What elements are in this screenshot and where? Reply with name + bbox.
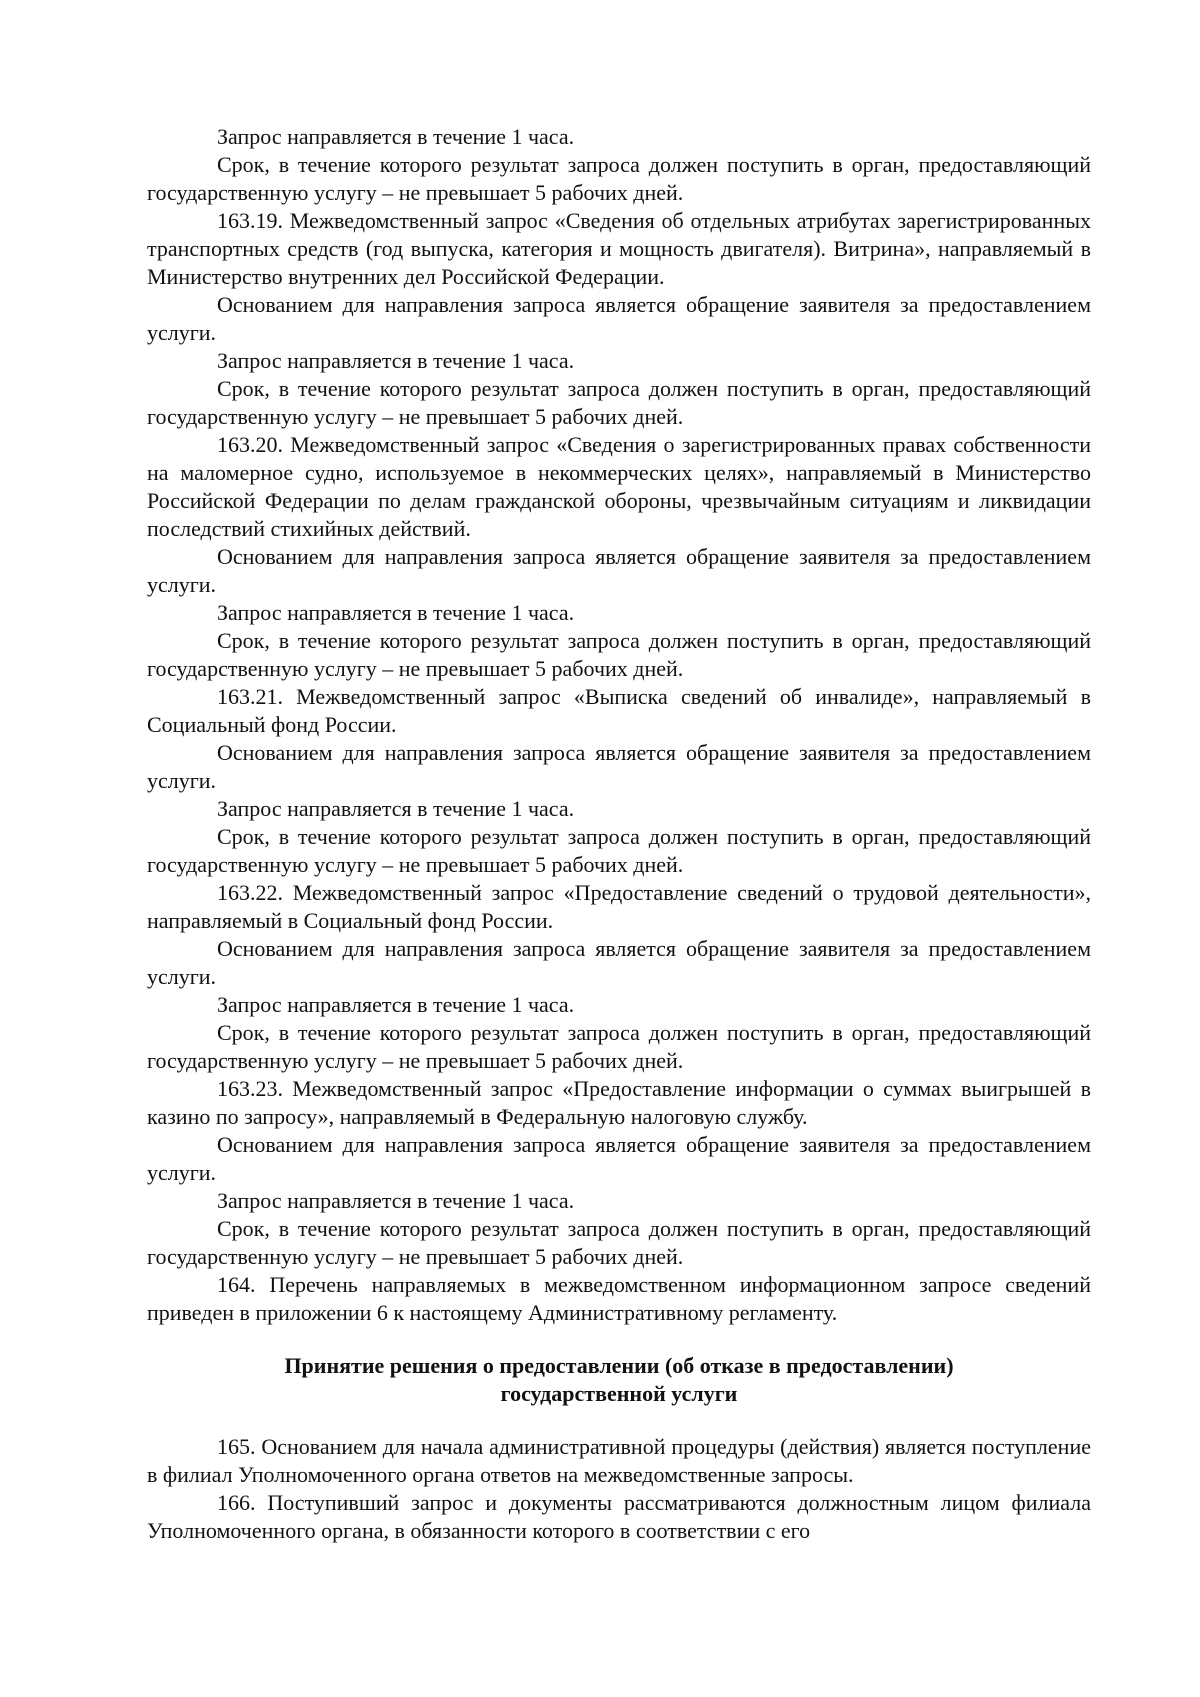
paragraph: Запрос направляется в течение 1 часа. <box>217 600 575 625</box>
paragraph: Срок, в течение которого результат запроса должен поступить в орган, предоставляющий государственную услугу – не превышает 5 рабочих дней. <box>147 824 1091 877</box>
paragraph: Срок, в течение которого результат запроса должен поступить в орган, предоставляющий государственную услугу – не превышает 5 рабочих дней. <box>147 1020 1091 1073</box>
paragraph: 164. Перечень направляемых в межведомственном информационном запросе сведений приведен в приложении 6 к настоящему Административному регламенту. <box>147 1272 1091 1325</box>
paragraph: Основанием для направления запроса является обращение заявителя за предоставлением услуги. <box>147 544 1091 597</box>
paragraph: 165. Основанием для начала административной процедуры (действия) является поступление в филиал Уполномоченного органа ответов на межведомственные запросы. <box>147 1434 1091 1487</box>
section-heading-line: государственной услуги <box>500 1381 738 1406</box>
paragraph: Основанием для направления запроса является обращение заявителя за предоставлением услуги. <box>147 292 1091 345</box>
section-heading-line: Принятие решения о предоставлении (об отказе в предоставлении) <box>284 1353 954 1378</box>
paragraph: Запрос направляется в течение 1 часа. <box>217 796 575 821</box>
paragraph: Запрос направляется в течение 1 часа. <box>217 1188 575 1213</box>
paragraph: Основанием для направления запроса является обращение заявителя за предоставлением услуги. <box>147 936 1091 989</box>
paragraph: 163.19. Межведомственный запрос «Сведения об отдельных атрибутах зарегистрированных транспортных средств (год выпуска, категория и мощность двигателя). Витрина», направляемый в Министерство внутренних дел Российской Федерации. <box>147 208 1091 289</box>
paragraph: Срок, в течение которого результат запроса должен поступить в орган, предоставляющий государственную услугу – не превышает 5 рабочих дней. <box>147 376 1091 429</box>
paragraph: Основанием для направления запроса является обращение заявителя за предоставлением услуги. <box>147 740 1091 793</box>
paragraph: 163.21. Межведомственный запрос «Выписка сведений об инвалиде», направляемый в Социальный фонд России. <box>147 684 1091 737</box>
paragraph: 163.20. Межведомственный запрос «Сведения о зарегистрированных правах собственности на маломерное судно, используемое в некоммерческих целях», направляемый в Министерство Российской Федерации по делам гражданской обороны, чрезвычайным ситуациям и ликвидации последствий стихийных действий. <box>147 432 1091 541</box>
document-body <box>147 123 1091 1545</box>
paragraph: 163.22. Межведомственный запрос «Предоставление сведений о трудовой деятельности», направляемый в Социальный фонд России. <box>147 880 1091 933</box>
paragraph: Запрос направляется в течение 1 часа. <box>217 992 575 1017</box>
paragraph: 163.23. Межведомственный запрос «Предоставление информации о суммах выигрышей в казино по запросу», направляемый в Федеральную налоговую службу. <box>147 1076 1091 1129</box>
paragraph: Срок, в течение которого результат запроса должен поступить в орган, предоставляющий государственную услугу – не превышает 5 рабочих дней. <box>147 1216 1091 1269</box>
paragraph: Срок, в течение которого результат запроса должен поступить в орган, предоставляющий государственную услугу – не превышает 5 рабочих дней. <box>147 628 1091 681</box>
paragraph: Запрос направляется в течение 1 часа. <box>217 124 575 149</box>
section-heading <box>147 1352 1091 1408</box>
paragraph: Срок, в течение которого результат запроса должен поступить в орган, предоставляющий государственную услугу – не превышает 5 рабочих дней. <box>147 152 1091 205</box>
paragraph: 166. Поступивший запрос и документы рассматриваются должностным лицом филиала Уполномоченного органа, в обязанности которого в соответствии с его <box>147 1490 1091 1543</box>
paragraph: Запрос направляется в течение 1 часа. <box>217 348 575 373</box>
paragraph: Основанием для направления запроса является обращение заявителя за предоставлением услуги. <box>147 1132 1091 1185</box>
